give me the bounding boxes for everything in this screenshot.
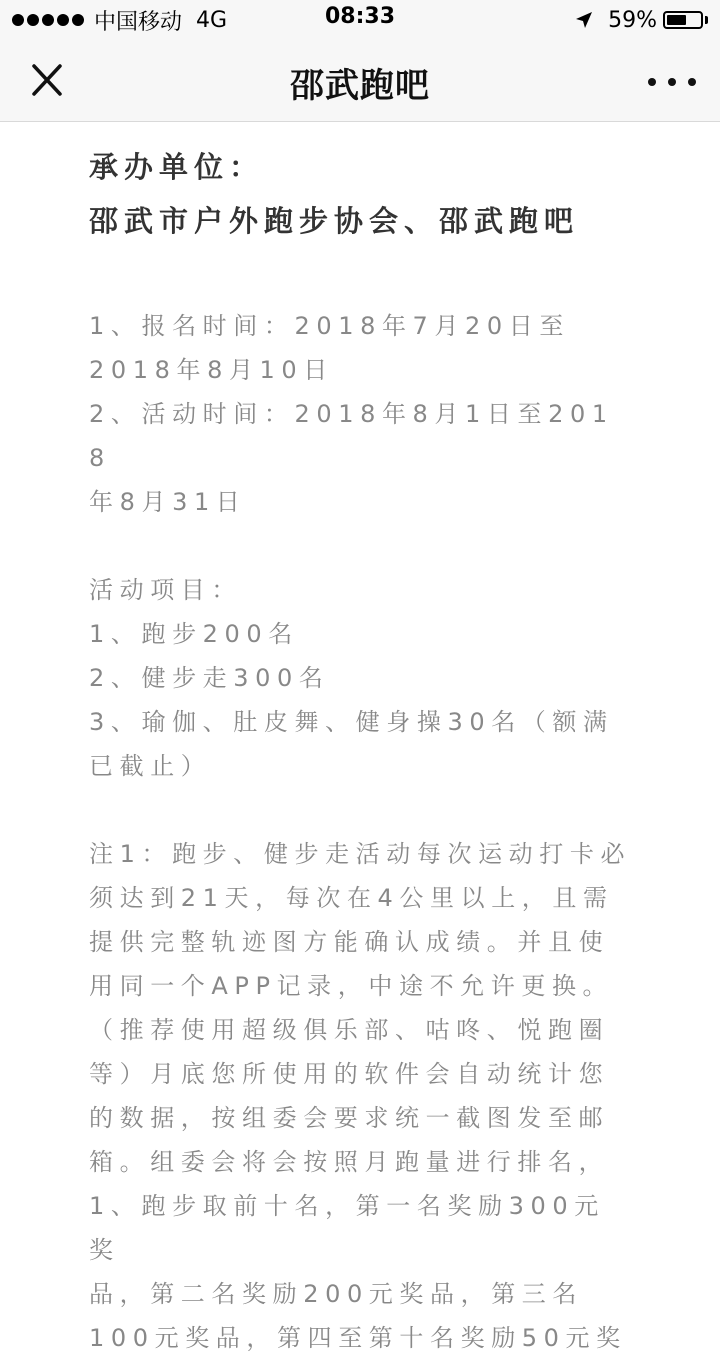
note-line: 1、跑步取前十名，第一名奖励300元奖 [89,1192,605,1264]
note-line: 箱。组委会将会按照月跑量进行排名， [89,1148,610,1176]
status-right [574,6,708,34]
more-icon-dot [688,78,696,86]
battery-tip [705,16,708,24]
note-line: 用同一个APP记录，中途不允许更换。 [89,972,614,1000]
location-arrow-icon [574,10,594,30]
more-icon-dot [668,78,676,86]
organizer-names: 邵武市户外跑步协会、邵武跑吧 [89,204,580,238]
note-line: 等）月底您所使用的软件会自动统计您 [89,1060,610,1088]
article-body [89,140,634,1360]
item-running: 1、跑步200名 [89,620,299,648]
status-bar [0,0,720,40]
battery-percent: 59% [608,7,657,33]
organizer-heading: 承办单位： [89,150,265,184]
registration-date-line: 2018年8月10日 [89,356,334,384]
note-line: （推荐使用超级俱乐部、咕咚、悦跑圈 [89,1016,610,1044]
more-button[interactable] [648,70,696,94]
event-date-line: 2、活动时间：2018年8月1日至2018 [89,400,614,472]
event-date-line: 年8月31日 [89,488,247,516]
items-title: 活动项目： [89,576,242,604]
note-line: 100元奖品，第四至第十名奖励50元奖 [89,1324,627,1352]
nav-bar [0,40,720,122]
note-line: 的数据，按组委会要求统一截图发至邮 [89,1104,610,1132]
item-yoga: 3、瑜伽、肚皮舞、健身操30名（额满 [89,708,614,736]
registration-date-line: 1、报名时间：2018年7月20日至 [89,312,570,340]
item-walking: 2、健步走300名 [89,664,330,692]
battery-fill [667,15,686,25]
note-line: 品，第二名奖励200元奖品，第三名 [89,1280,584,1308]
item-yoga: 已截止） [89,752,212,780]
network-type: 4G [196,7,228,33]
note-line: 注1：跑步、健步走活动每次运动打卡必 [89,840,632,868]
battery-icon [663,11,703,29]
carrier-name: 中国移动 [94,9,183,35]
status-time: 08:33 [324,4,396,29]
more-icon-dot [648,78,656,86]
page-title: 邵武跑吧 [290,66,430,106]
note-line: 须达到21天，每次在4公里以上，且需 [89,884,614,912]
note-line: 提供完整轨迹图方能确认成绩。并且使 [89,928,610,956]
